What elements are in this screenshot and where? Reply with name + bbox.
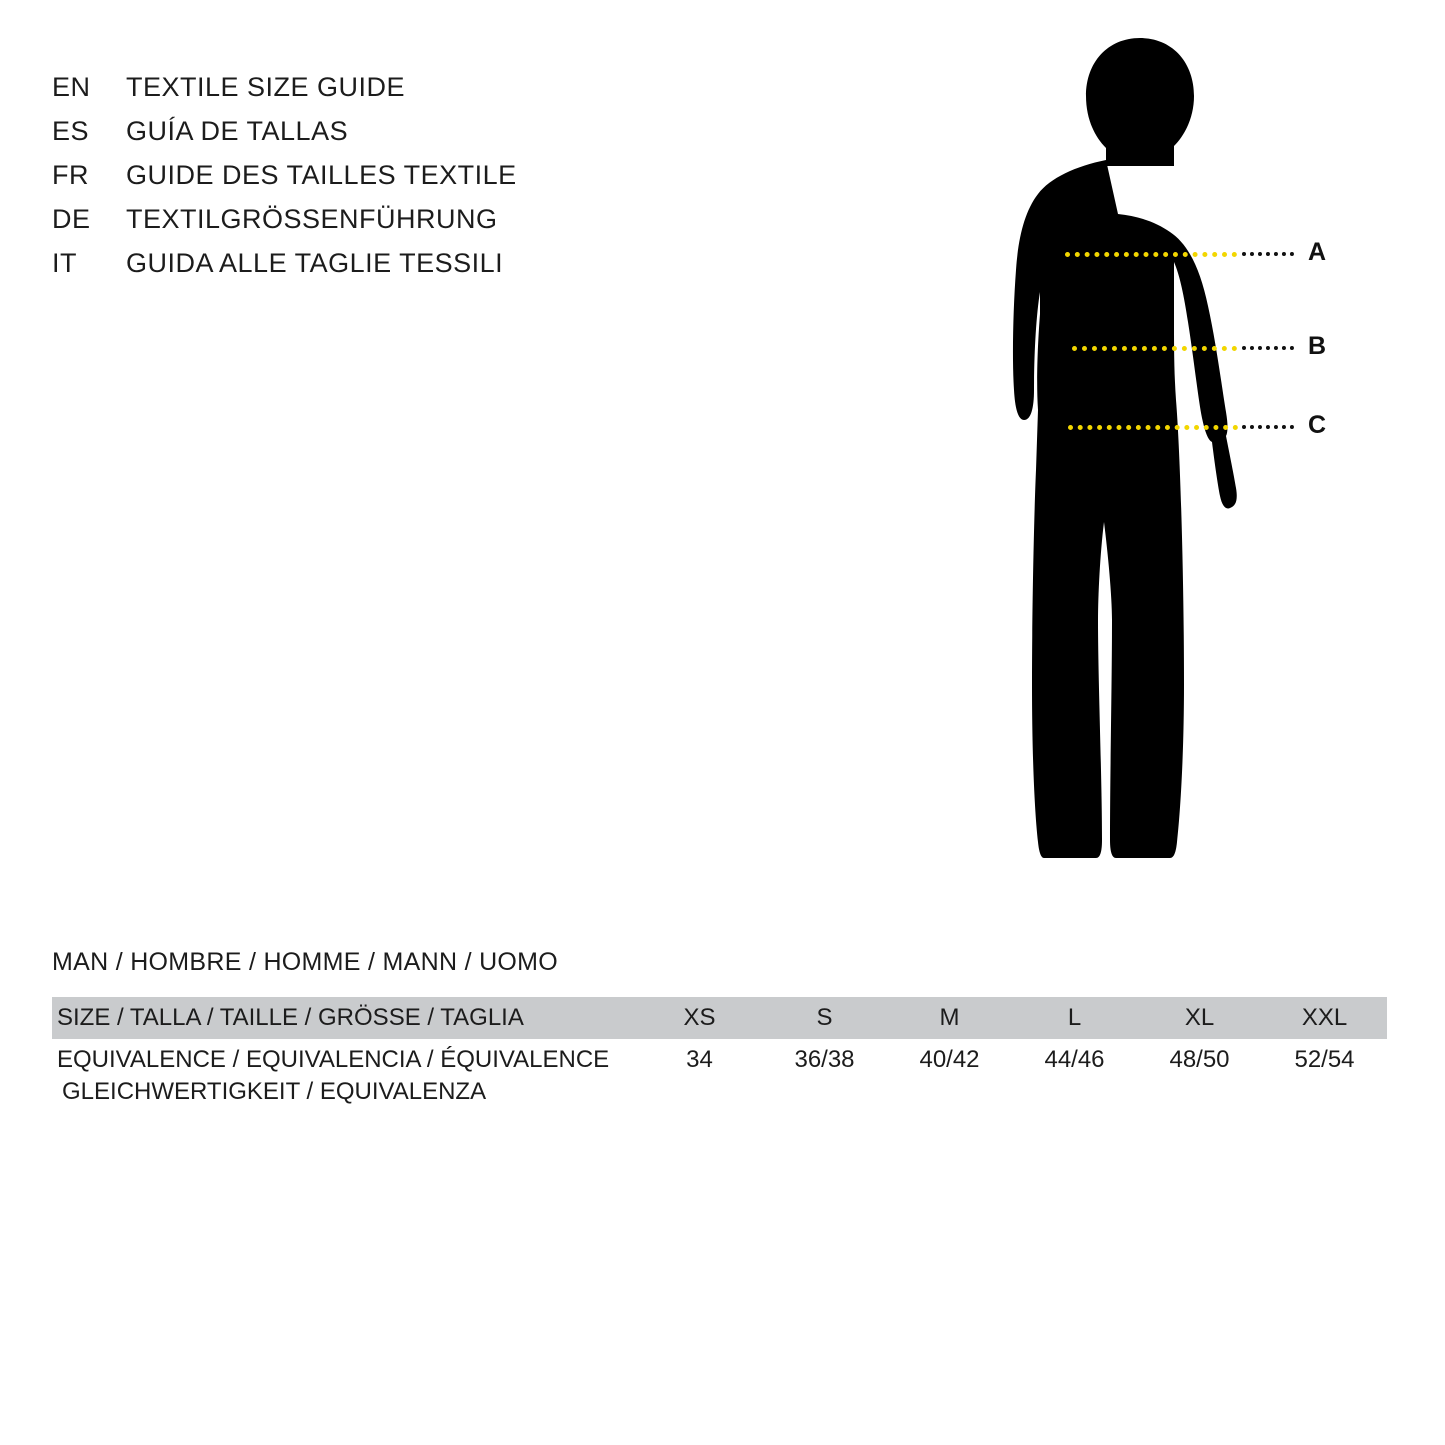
- measure-label-a: A: [1308, 238, 1327, 266]
- measure-line-b: [1072, 346, 1237, 351]
- header-size-m: M: [939, 1004, 960, 1031]
- language-row-es: [52, 116, 672, 160]
- language-code-en: EN: [52, 72, 91, 102]
- language-code-fr: FR: [52, 160, 89, 190]
- measure-label-b: B: [1308, 332, 1327, 360]
- size-guide-figure: [960, 30, 1380, 890]
- language-row-it: [52, 248, 672, 292]
- language-code-es: ES: [52, 116, 90, 146]
- size-table-area: [52, 948, 1382, 1113]
- equivalence-m: 40/42: [919, 1046, 980, 1073]
- header-size-s: S: [816, 1004, 833, 1031]
- language-text-fr: GUIDE DES TAILLES TEXTILE: [126, 160, 517, 190]
- leader-line-a: [1242, 252, 1294, 256]
- equivalence-label-line2: GLEICHWERTIGKEIT / EQUIVALENZA: [62, 1078, 487, 1105]
- header-size-xs: XS: [683, 1004, 716, 1031]
- measure-line-c: [1068, 425, 1238, 430]
- equivalence-s: 36/38: [794, 1046, 855, 1073]
- language-title-block: [52, 72, 672, 292]
- header-size-l: L: [1067, 1004, 1082, 1031]
- language-row-fr: [52, 160, 672, 204]
- header-size-xxl: XXL: [1301, 1004, 1348, 1031]
- leader-line-b: [1242, 346, 1294, 350]
- man-silhouette-icon: [960, 30, 1380, 890]
- equivalence-xl: 48/50: [1169, 1046, 1230, 1073]
- table-header-row: [52, 997, 1387, 1039]
- measure-line-a: [1065, 252, 1237, 257]
- equivalence-xs: 34: [686, 1046, 713, 1073]
- size-table: [52, 997, 1387, 1113]
- header-size-label: SIZE / TALLA / TAILLE / GRÖSSE / TAGLIA: [57, 1004, 524, 1031]
- language-text-de: TEXTILGRÖSSENFÜHRUNG: [126, 204, 498, 234]
- header-size-xl: XL: [1184, 1004, 1215, 1031]
- language-code-de: DE: [52, 204, 91, 234]
- leader-line-c: [1242, 425, 1294, 429]
- table-caption: MAN / HOMBRE / HOMME / MANN / UOMO: [52, 948, 559, 976]
- language-row-de: [52, 204, 672, 248]
- equivalence-label-line1: EQUIVALENCE / EQUIVALENCIA / ÉQUIVALENCE: [57, 1046, 610, 1073]
- language-text-en: TEXTILE SIZE GUIDE: [126, 72, 406, 102]
- equivalence-l: 44/46: [1044, 1046, 1105, 1073]
- equivalence-xxl: 52/54: [1294, 1046, 1355, 1073]
- language-code-it: IT: [52, 248, 77, 278]
- equivalence-label-cell: [52, 1039, 637, 1113]
- measure-label-c: C: [1308, 411, 1327, 439]
- language-text-es: GUÍA DE TALLAS: [126, 116, 349, 146]
- language-text-it: GUIDA ALLE TAGLIE TESSILI: [126, 248, 504, 278]
- table-row: [52, 1039, 1387, 1113]
- language-row-en: [52, 72, 672, 116]
